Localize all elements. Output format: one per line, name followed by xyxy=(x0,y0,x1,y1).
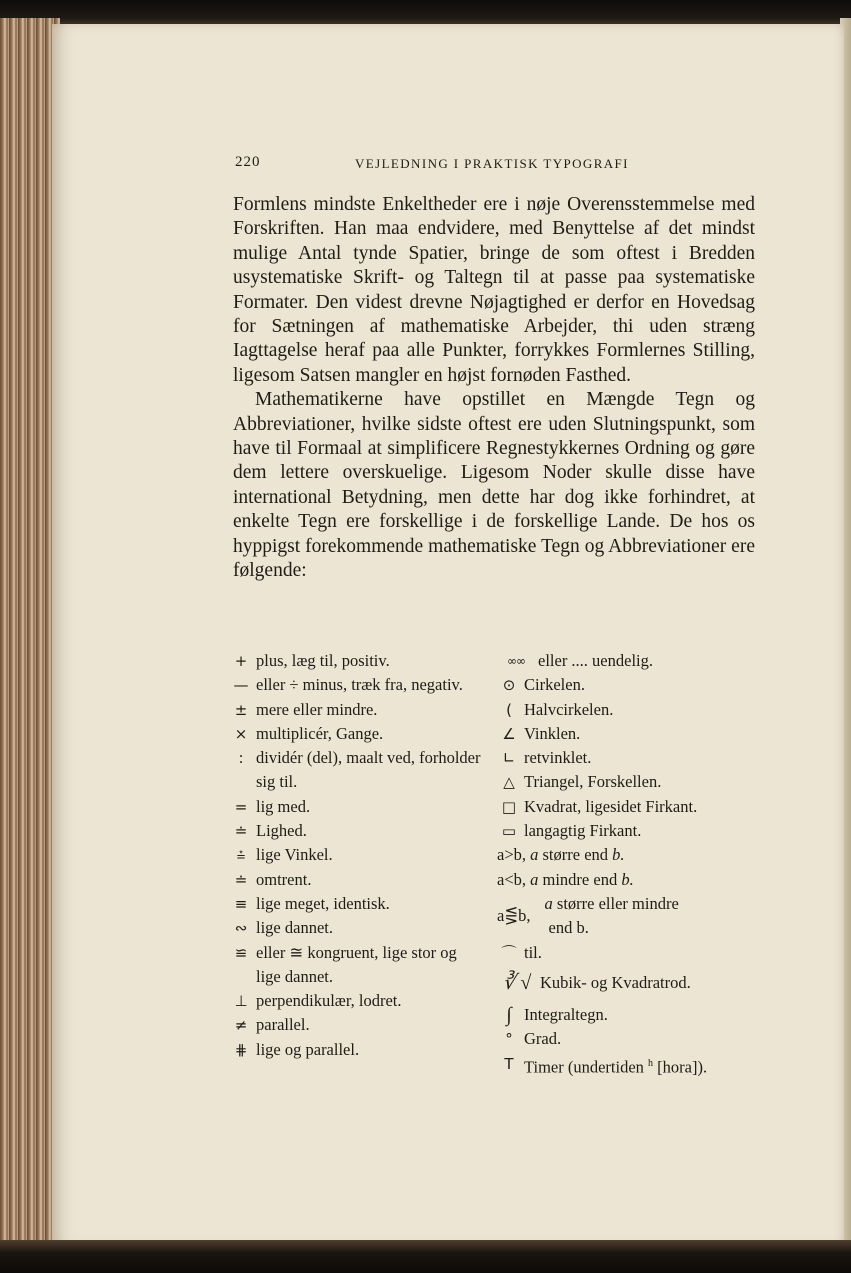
integral-sign: ∫ xyxy=(506,1004,512,1027)
list-item: ° Grad. xyxy=(497,1027,757,1051)
triangle-sign: △ xyxy=(503,773,515,792)
list-item: ∾ lige dannet. xyxy=(229,916,484,940)
arc-sign: ⌒ xyxy=(501,943,517,962)
greater-or-less-expression: a⋚b, xyxy=(497,906,531,926)
equal-parallel-sign: ⋕ xyxy=(234,1040,248,1059)
paragraph: Mathematikerne have opstillet en Mængde Tegn og Abbreviationer, hvilke sidste oftest ere uden Slutningspunkt, som have til Formaal at simplificere Regnestykkernes Ordning og gøre dem lettere overskuelige. Ligesom Noder skulle disse have international Betydning, men dette har dog ikke forhindret, at enkelte Tegn ere forskellige i de forskellige Lande. De hos os hyppigst forekommende mathematiske Tegn og Abbreviationer ere følgende: xyxy=(233,389,755,582)
list-item: + plus, læg til, positiv. xyxy=(229,649,484,673)
equal-angle-sign: ⩮ xyxy=(236,846,246,865)
list-item: ⊙ Cirkelen. xyxy=(497,673,757,697)
semicircle-sign: ( xyxy=(506,700,512,719)
list-item: ∠ Vinklen. xyxy=(497,722,757,746)
less-than-expression: a<b, xyxy=(497,869,527,889)
equals-sign: = xyxy=(234,797,248,816)
list-item: ⩮ lige Vinkel. xyxy=(229,843,484,867)
list-item: ⊥ perpendikulær, lodret. xyxy=(229,989,484,1013)
page-number: 220 xyxy=(235,154,261,170)
minus-sign: — xyxy=(233,676,249,695)
similar-sign: ∾ xyxy=(234,919,248,938)
list-item: ⌒ til. xyxy=(497,941,757,965)
running-head: VEJLEDNING I PRAKTISK TYPOGRAFI xyxy=(355,156,629,171)
list-item: a<b, a mindre end b. xyxy=(497,868,757,892)
list-item: a⋚b, a større eller mindre end b. xyxy=(497,893,679,938)
divide-sign: : xyxy=(238,749,244,768)
list-item: a>b, a større end b. xyxy=(497,843,757,867)
paragraph: Formlens mindste Enkeltheder ere i nøje Overensstemmelse med Forskriften. Han maa endvidere, med Benyttelse af det mindst mulige Antal tynde Spatier, bringe de som oftest i Bredden usystematiske Skrift- og Taltegn til at passe paa systematiske Formater. Den videst drevne Nøjagtighed er derfor en Hovedsag for Sætningen af mathematiske Arbejder, thi uden stræng Iagttagelse heraf paa alle Punkter, forrykkes Formlernes Stilling, ligesom Satsen mangler en højst fornøden Fasthed. xyxy=(233,194,755,386)
congruent-sign: ≌ xyxy=(234,943,248,962)
parallel-sign: ≠ xyxy=(234,1016,248,1035)
body-text xyxy=(233,193,755,584)
plus-minus-sign: ± xyxy=(234,700,248,719)
square-sign: □ xyxy=(501,797,517,816)
list-item: ▭ langagtig Firkant. xyxy=(497,819,757,843)
list-item: ( Halvcirkelen. xyxy=(497,698,757,722)
greater-than-expression: a>b, xyxy=(497,845,527,865)
approx-sign: ≐ xyxy=(234,870,248,889)
circle-sign: ⊙ xyxy=(502,676,516,695)
list-item: △ Triangel, Forskellen. xyxy=(497,770,757,794)
list-item: ≐ omtrent. xyxy=(229,868,484,892)
degree-sign: ° xyxy=(505,1030,513,1049)
list-item: ± mere eller mindre. xyxy=(229,698,484,722)
list-item: □ Kvadrat, ligesidet Firkant. xyxy=(497,795,757,819)
rectangle-sign: ▭ xyxy=(501,822,517,841)
angle-sign: ∠ xyxy=(502,724,516,743)
multiply-sign: × xyxy=(234,724,248,743)
page-stack-left xyxy=(0,18,60,1250)
list-item: ≌ eller ≅ kongruent, lige stor og lige dannet. xyxy=(229,941,484,990)
infinity-sign: ∞∞ xyxy=(507,654,525,668)
list-item: ∞∞ eller .... uendelig. xyxy=(497,649,757,673)
signs-right-column xyxy=(497,649,757,1080)
list-item: ⋕ lige og parallel. xyxy=(229,1038,484,1062)
list-item: ∟ retvinklet. xyxy=(497,746,757,770)
hours-sign: T xyxy=(504,1054,514,1073)
list-item: T Timer (undertiden $^h$ [hora]). xyxy=(497,1052,757,1080)
list-item: ∫ Integraltegn. xyxy=(497,1003,757,1027)
perpendicular-sign: ⊥ xyxy=(234,992,248,1011)
list-item: ≠ parallel. xyxy=(229,1013,484,1037)
plus-sign: + xyxy=(234,652,248,670)
book-bottom-edge xyxy=(0,1240,851,1273)
signs-left-column xyxy=(229,649,484,1062)
equality-sign: ≐ xyxy=(234,822,248,841)
list-item: — eller ÷ minus, træk fra, negativ. xyxy=(229,673,484,697)
list-item: ≐ Lighed. xyxy=(229,819,484,843)
identical-sign: ≡ xyxy=(234,894,248,913)
list-item: × multiplicér, Gange. xyxy=(229,722,484,746)
list-item: ≡ lige meget, identisk. xyxy=(229,892,484,916)
right-angle-sign: ∟ xyxy=(502,749,516,768)
list-item: = lig med. xyxy=(229,795,484,819)
list-item: : dividér (del), maalt ved, forholder sig til. xyxy=(229,746,484,795)
root-sign: ∛ √ xyxy=(502,971,532,994)
list-item: ∛ √ Kubik- og Kvadratrod. xyxy=(497,971,757,995)
